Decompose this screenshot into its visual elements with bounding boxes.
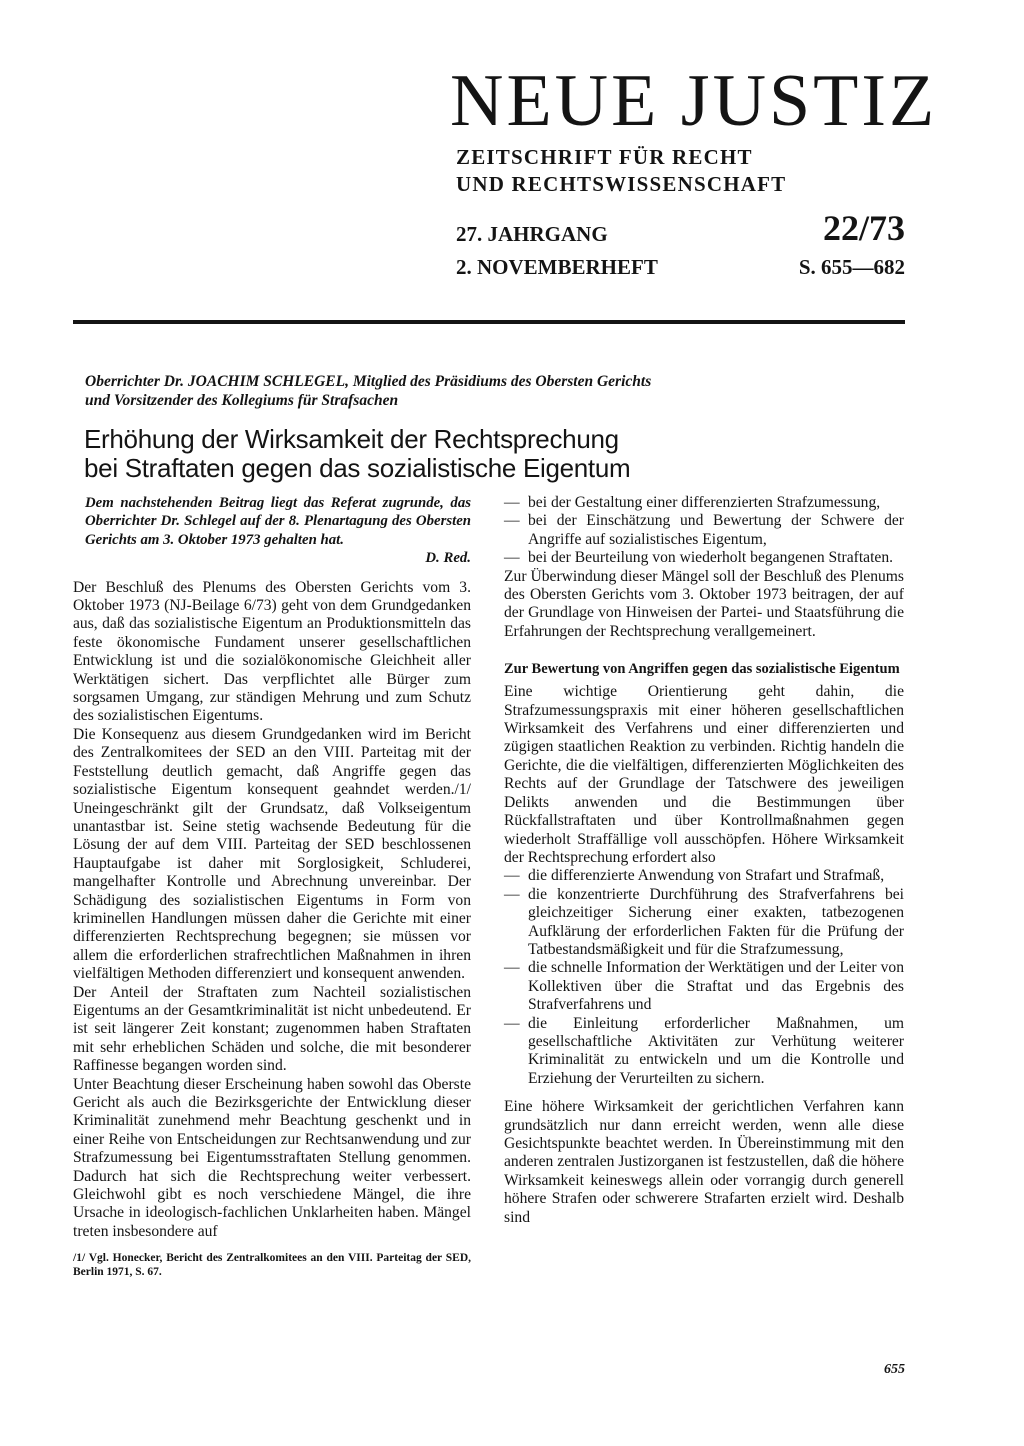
list-item-text: die differenzierte Anwendung von Strafart und Strafmaß, [528, 867, 885, 885]
list-item [504, 494, 904, 512]
body-paragraph: Eine wichtige Orientierung geht dahin, die Strafzumessungspraxis mit einer höheren gesellschaftlichen Wirksamkeit des Verfahrens und einer differenzierten und zügigen staatlichen Reaktion zu verbinden. Richtig handeln die Gerichte, die die vielfältigen, differenzierten Möglichkeiten des Rechts auf der Grundlage der Tatschwere des jeweiligen Delikts anwenden und die Bestimmungen über Rückfallstraftaten und über Kontrollmaßnahmen gegen wiederholt Straffällige voll ausschöpfen. Höhere Wirksamkeit der Rechtsprechung erfordert also [504, 683, 904, 866]
page-number: 655 [884, 1362, 905, 1377]
deficiency-list [504, 494, 904, 568]
body-paragraph: Eine höhere Wirksamkeit der gerichtlichen Verfahren kann grundsätzlich nur dann erreicht werden, wenn alle diese Gesichtspunkte beachtet werden. In Übereinstimmung mit den anderen zentralen Justizorganen ist festzustellen, daß die höhere Wirksamkeit keineswegs allein oder vorrangig durch generell höhere Strafen oder schwerere Strafarten erzielt wird. Deshalb sind [504, 1098, 904, 1226]
journal-title: NEUE JUSTIZ [450, 60, 938, 142]
list-item [504, 959, 904, 1014]
editorial-note [85, 494, 471, 568]
dash-marker: — [504, 512, 520, 530]
body-paragraph: Zur Überwindung dieser Mängel soll der Beschluß des Plenums des Obersten Gerichts vom 3. Oktober 1973 beitragen, der auf der Grundlage von Hinweisen der Partei- und Staatsführung die Erfahrungen der Rechtsprechung verallgemeinert. [504, 567, 904, 640]
list-item-text: bei der Einschätzung und Bewertung der Schwere der Angriffe auf sozialistisches Eigentum, [528, 512, 904, 548]
list-item [504, 886, 904, 960]
list-item [504, 1015, 904, 1089]
body-paragraph: Der Beschluß des Plenums des Obersten Gerichts vom 3. Oktober 1973 (NJ-Beilage 6/73) geht von dem Grundgedanken aus, daß das sozialistische Eigentum an Produktionsmitteln das feste ökonomische Fundament unserer gesellschaftlichen Entwicklung ist und die sozialökonomische Gleichheit aller Werktätigen sichert. Das verpflichtet alle Bürger zum sorgsamen Umgang, zur ständigen Mehrung und zum Schutz des sozialistischen Eigentums. [73, 578, 471, 725]
list-item-text: bei der Beurteilung von wiederholt begangenen Straftaten. [528, 549, 894, 567]
journal-subtitle-line1: ZEITSCHRIFT FÜR RECHT [456, 145, 753, 169]
issue-number: 22/73 [822, 208, 905, 248]
dash-marker: — [504, 494, 520, 511]
article-headline-line2: bei Straftaten gegen das sozialistische Eigentum [84, 453, 631, 483]
masthead-rule [73, 320, 905, 324]
issue-label: 2. NOVEMBERHEFT [456, 255, 658, 279]
list-item-text: bei der Gestaltung einer differenzierten Strafzumessung, [528, 494, 881, 511]
dash-marker: — [504, 1014, 520, 1032]
list-item-text: die schnelle Information der Werktätigen und der Leiter von Kollektiven über die Straftat und das Ergebnis des Strafverfahrens und [528, 959, 904, 1014]
list-item [504, 549, 904, 567]
page-range: S. 655—682 [798, 255, 905, 279]
requirements-list [504, 867, 904, 1088]
author-byline-line1: Oberrichter Dr. JOACHIM SCHLEGEL, Mitglied des Präsidiums des Obersten Gerichts [85, 373, 652, 390]
body-paragraph: Der Anteil der Straftaten zum Nachteil sozialistischen Eigentums an der Gesamtkriminalität ist nicht unbedeutend. Er ist seit längerer Zeit konstant; zugenommen haben Straftaten mit sehr erheblichen Schäden und solche, die mit besonderer Raffinesse begangen worden sind. [73, 983, 471, 1075]
left-column [73, 494, 471, 1279]
footnote: /1/ Vgl. Honecker, Bericht des Zentralkomitees an den VIII. Parteitag der SED, Berlin 1971, S. 67. [73, 1252, 471, 1279]
dash-marker: — [504, 549, 520, 567]
volume-label: 27. JAHRGANG [456, 222, 608, 246]
list-item-text: die Einleitung erforderlicher Maßnahmen, um gesellschaftliche Aktivitäten zur Verhütung weiterer Kriminalität zu entwickeln und um die Kontrolle und Erziehung der Verurteilten zu sichern. [528, 1014, 904, 1087]
editorial-signature: D. Red. [425, 550, 471, 567]
article-headline-line1: Erhöhung der Wirksamkeit der Rechtsprechung [84, 424, 619, 454]
list-item [504, 512, 904, 549]
dash-marker: — [504, 885, 520, 903]
dash-marker: — [504, 959, 520, 977]
editorial-note-text: Dem nachstehenden Beitrag liegt das Referat zugrunde, das Oberrichter Dr. Schlegel auf der 8. Plenartagung des Obersten Gerichts am 3. Oktober 1973 gehalten hat. [85, 495, 471, 548]
list-item-text: die konzentrierte Durchführung des Strafverfahrens bei gleichzeitiger Sicherung einer exakten, tatbezogenen Aufklärung der erforderlichen Fakten für die Prüfung der Tatbestandsmäßigkeit und für die Strafzumessung, [528, 885, 904, 958]
dash-marker: — [504, 867, 520, 885]
list-item [504, 867, 904, 885]
right-column [504, 494, 904, 1227]
author-byline-line2: und Vorsitzender des Kollegiums für Strafsachen [85, 392, 399, 409]
journal-subtitle-line2: UND RECHTSWISSENSCHAFT [456, 172, 787, 196]
body-paragraph: Unter Beachtung dieser Erscheinung haben sowohl das Oberste Gericht als auch die Bezirksgerichte der Entwicklung dieser Kriminalität zunehmend mehr Beachtung geschenkt und in einer Reihe von Entscheidungen zur Rechtsanwendung und zur Strafzumessung bei Eigentumsstraftaten Stellung genommen. Dadurch hat sich die Rechtsprechung weiter verbessert. Gleichwohl gibt es noch verschiedene Mängel, die ihre Ursache in ideologisch-fachlichen Unklarheiten haben. Mängel treten insbesondere auf [73, 1075, 471, 1240]
section-heading: Zur Bewertung von Angriffen gegen das sozialistische Eigentum [504, 661, 900, 678]
body-paragraph: Die Konsequenz aus diesem Grundgedanken wird im Bericht des Zentralkomitees der SED an den VIII. Parteitag mit der Feststellung deutlich gemacht, daß Angriffe gegen das sozialistische Eigentum konsequent geahndet werden./1/ Uneingeschränkt gilt der Grundsatz, daß Volkseigentum unantastbar ist. Seine stetig wachsende Bedeutung für die Lösung der auf dem VIII. Parteitag der SED beschlossenen Hauptaufgabe ist daher mit Sorglosigkeit, Schluderei, mangelhafter Kontrolle und Abrechnung unvereinbar. Der Schädigung des sozialistischen Eigentums in Form von kriminellen Handlungen müssen daher die Gerichte mit einer differenzierten Rechtsprechung begegnen; sie müssen vor allem die erforderlichen strafrechtlichen Maßnahmen in ihren vielfältigen Methoden differenziert und konsequent anwenden. [73, 725, 471, 983]
